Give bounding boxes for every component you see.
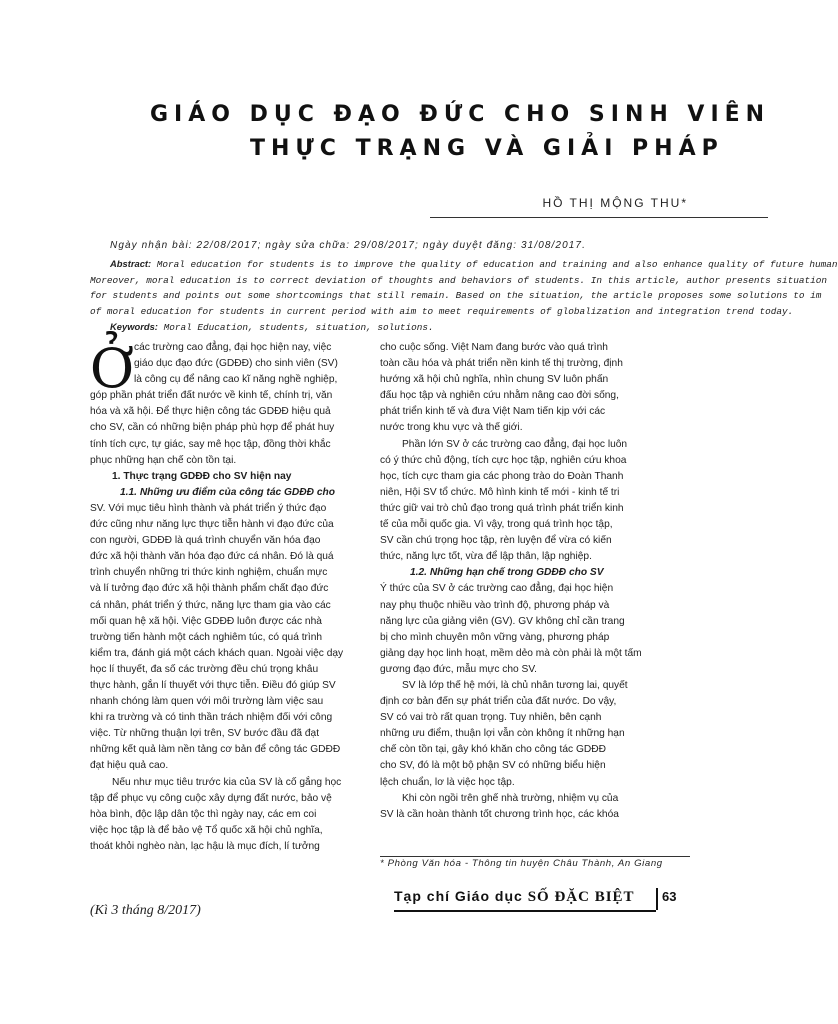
- journal-title: Tạp chí Giáo dục: [394, 888, 523, 904]
- body-line: Phần lớn SV ở các trường cao đẳng, đại học luôn: [402, 438, 628, 450]
- body-line: những ưu điểm, thuận lợi vẫn còn không ít những hạn: [380, 728, 625, 740]
- abstract-block: [90, 256, 838, 336]
- body-line: giáo dục đạo đức (GDĐĐ) cho sinh viên (SV): [134, 358, 338, 370]
- body-line: phục những hạn chế còn tồn tại.: [90, 454, 237, 466]
- body-line: con người, GDĐĐ là quá trình chuyển văn hóa đạo: [90, 535, 321, 547]
- special-issue-label: SỐ ĐẶC BIỆT: [527, 889, 635, 905]
- title-line-2: THỰC TRẠNG VÀ GIẢI PHÁP: [250, 136, 724, 161]
- received-dates: Ngày nhận bài: 22/08/2017; ngày sửa chữa: 29/08/2017; ngày duyệt đăng: 31/08/2017.: [110, 240, 586, 251]
- body-line: nhanh chóng làm quen với môi trường làm việc sau: [90, 696, 324, 708]
- body-line: cho SV, cần có những biện pháp phù hợp để phát huy: [90, 422, 335, 434]
- page-number-divider: [656, 888, 658, 910]
- body-line: là công cụ để nâng cao kĩ năng nghề nghiệp,: [134, 374, 338, 386]
- body-line: đức xã hội thành văn hóa đạo đức cá nhân. Đó là quá: [90, 551, 334, 563]
- body-line: học lí thuyết, đa số các trường đều chú trọng khâu: [90, 663, 319, 675]
- author-divider: [430, 217, 768, 218]
- section-heading: 1. Thực trạng GDĐĐ cho SV hiện nay: [112, 470, 292, 482]
- drop-cap: Ở: [90, 337, 135, 400]
- body-line: các trường cao đẳng, đại học hiện nay, việc: [134, 342, 332, 353]
- body-line: SV là lớp thế hệ mới, là chủ nhân tương lai, quyết: [402, 679, 628, 691]
- body-line: việc. Từ những thuận lợi trên, SV bước đầu đã đạt: [90, 728, 320, 740]
- journal-underline: [394, 910, 656, 912]
- body-line: kiểm tra, đánh giá một cách khách quan. Ngoài việc dạy: [90, 647, 344, 659]
- body-line: đấu học tập và nghiên cứu nhằm nâng cao đời sống,: [380, 390, 619, 402]
- body-line: SV có vai trò rất quan trọng. Tuy nhiên, bên cạnh: [380, 712, 602, 724]
- abstract-text: Moral education for students is to improve the quality of education and training and also enhance quality of future human: [156, 259, 838, 270]
- body-line: gương đạo đức, mẫu mực cho SV.: [380, 663, 538, 675]
- body-column-left: [90, 337, 380, 855]
- body-line: cho SV, đó là một bộ phận SV có những biểu hiện: [380, 760, 606, 772]
- body-line: tế của mỗi quốc gia. Vì vậy, trong quá trình học tập,: [380, 519, 613, 531]
- body-line: SV. Với mục tiêu hình thành và phát triển ý thức đạo: [90, 502, 327, 514]
- body-line: tập để phục vụ công cuộc xây dựng đất nước, bảo vệ: [90, 792, 332, 804]
- body-line: học, tích cực tham gia các phong trào do Đoàn Thanh: [380, 470, 624, 482]
- body-line: định cơ bản đến sự phát triển của đất nước. Do vậy,: [380, 696, 617, 708]
- body-line: Nếu như mục tiêu trước kia của SV là cố gắng học: [112, 776, 342, 788]
- body-line: hòa bình, độc lập dân tộc thì ngày nay, các em coi: [90, 808, 317, 820]
- page-number: 63: [662, 889, 677, 904]
- keywords-text: Moral Education, students, situation, solutions.: [163, 322, 434, 333]
- body-line: nay phụ thuộc nhiều vào trình độ, phương pháp và: [380, 599, 610, 611]
- body-line: thoát khỏi nghèo nàn, lạc hậu là mục đích, lí tưởng: [90, 840, 320, 852]
- journal-name: [394, 888, 635, 906]
- body-line: thực hành, gắn lí thuyết với thực tiễn. Điều đó giúp SV: [90, 679, 336, 691]
- title-line-1: GIÁO DỤC ĐẠO ĐỨC CHO SINH VIÊN: [150, 102, 771, 127]
- body-line: góp phần phát triển đất nước về kinh tế, chính trị, văn: [90, 390, 333, 402]
- body-line: Khi còn ngồi trên ghế nhà trường, nhiệm vụ của: [402, 792, 619, 804]
- body-line: nước trong khu vực và thế giới.: [380, 422, 523, 434]
- keywords-line: [90, 319, 766, 336]
- body-line: trình chuyển những tri thức kinh nghiệm, chuẩn mực: [90, 567, 328, 579]
- body-line: khi ra trường và có tinh thần trách nhiệm đối với công: [90, 712, 333, 724]
- body-line: trường tiến hành một cách nghiêm túc, có quá trình: [90, 631, 323, 643]
- body-line: Ý thức của SV ở các trường cao đẳng, đại học hiện: [380, 583, 614, 595]
- body-line: đức cũng như năng lực thực tiễn hành vi đạo đức của: [90, 519, 334, 531]
- abstract-label: Abstract:: [110, 258, 152, 269]
- body-line: chế còn tồn tại, gây khó khăn cho công tác GDĐĐ: [380, 744, 606, 756]
- body-column-right: [380, 340, 676, 823]
- body-line: hóa và xã hội. Để thực hiện công tác GDĐĐ hiệu quả: [90, 406, 331, 418]
- body-line: giảng dạy học linh hoạt, mềm dẻo mà còn phải là một tấm: [380, 647, 642, 659]
- body-line: đạt hiệu quả cao.: [90, 760, 169, 772]
- issue-label: (Kì 3 tháng 8/2017): [90, 903, 201, 918]
- body-line: SV là cần hoàn thành tốt chương trình học, các khóa: [380, 808, 619, 820]
- footnote-divider: [380, 856, 690, 857]
- body-line: việc học tập là để bảo vệ Tổ quốc xã hội chủ nghĩa,: [90, 824, 323, 836]
- body-line: thức, năng lực tốt, vừa để lập thân, lập nghiệp.: [380, 551, 592, 563]
- body-line: hướng xã hội chủ nghĩa, nhìn chung SV luôn phấn: [380, 374, 609, 386]
- subsection-heading: 1.1. Những ưu điểm của công tác GDĐĐ cho: [120, 486, 335, 498]
- article-title: [150, 98, 771, 166]
- body-line: phát triển kinh tế và đưa Việt Nam tiến kịp với các: [380, 406, 606, 418]
- body-line: toàn cầu hóa và phát triển nền kinh tế thị trường, định: [380, 358, 623, 370]
- body-line: SV cần chú trọng học tập, rèn luyện để vừa có kiến: [380, 535, 612, 547]
- abstract-line: [90, 256, 838, 273]
- body-line: bị cho mình chuyên môn vững vàng, phương pháp: [380, 631, 610, 643]
- subsection-heading: 1.2. Những hạn chế trong GDĐĐ cho SV: [410, 567, 604, 579]
- body-line: và lí tưởng đạo đức xã hội thành phẩm chất đạo đức: [90, 583, 329, 595]
- body-line: năng lực của giảng viên (GV). GV không chỉ cần trang: [380, 615, 625, 627]
- body-line: lệch chuẩn, lơ là việc học tập.: [380, 776, 515, 788]
- author-name: HỒ THỊ MỘNG THU*: [542, 196, 688, 210]
- abstract-line: Moreover, moral education is to correct deviation of thoughts and behaviors of students. In this article, author presents situation: [90, 274, 827, 286]
- body-line: những kết quả làm nền tảng cơ bản để công tác GDĐĐ: [90, 744, 341, 756]
- keywords-label: Keywords:: [110, 321, 158, 332]
- author-affiliation-footnote: * Phòng Văn hóa - Thông tin huyện Châu Thành, An Giang: [380, 858, 663, 869]
- body-line: niên, Hội SV tổ chức. Mô hình kinh tế mới - kinh tế tri: [380, 486, 620, 498]
- abstract-line: for students and points out some shortcomings that still remain. Based on the situation, the article proposes some solutions to im: [90, 290, 822, 301]
- body-line: có ý thức chủ động, tích cực học tập, nghiên cứu khoa: [380, 454, 627, 466]
- abstract-line: of moral education for students in current period with aim to meet requirements of globalization and integration trend today.: [90, 305, 794, 317]
- body-line: mối quan hệ xã hội. Việc GDĐĐ luôn được các nhà: [90, 615, 322, 627]
- body-line: cá nhân, phát triển ý thức, năng lực tham gia vào các: [90, 599, 331, 611]
- body-line: cho cuộc sống. Việt Nam đang bước vào quá trình: [380, 342, 608, 353]
- body-line: thức giữ vai trò chủ đạo trong quá trình phát triển kinh: [380, 502, 624, 514]
- body-line: tính tích cực, tự giác, say mê học tập, đồng thời khắc: [90, 438, 331, 450]
